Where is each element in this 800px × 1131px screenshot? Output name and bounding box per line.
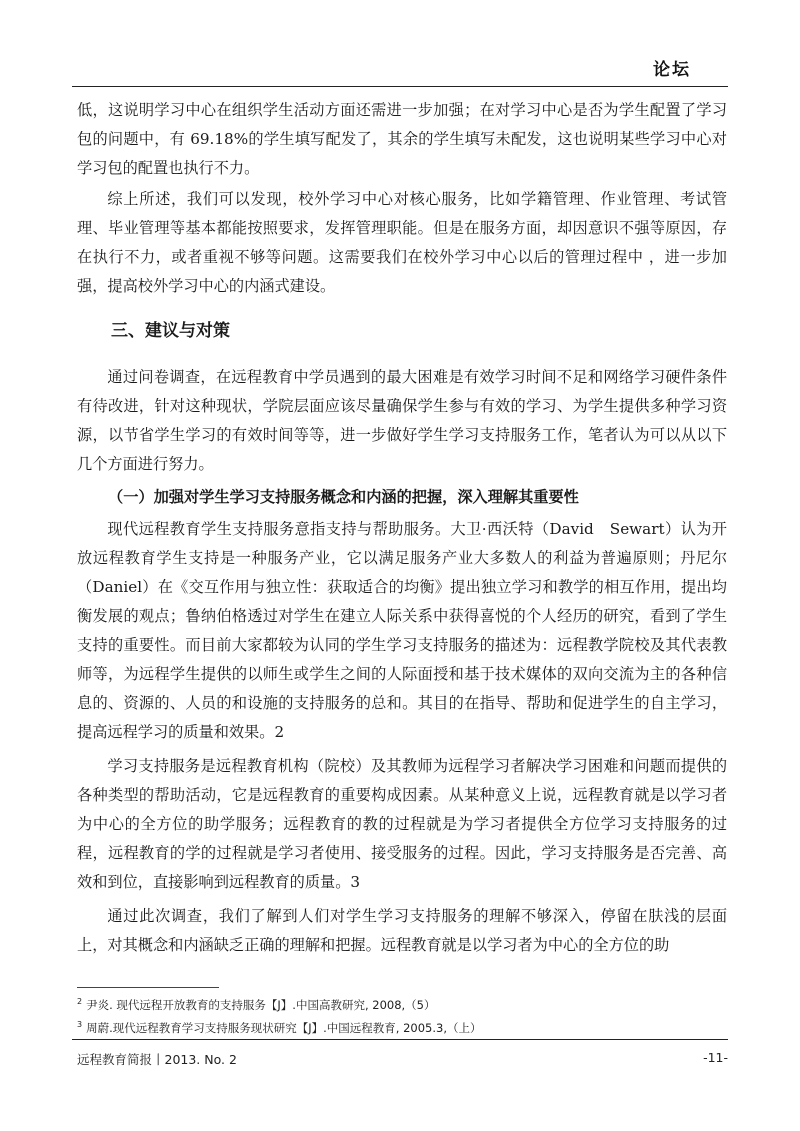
footnote-3 — [77, 1015, 727, 1038]
paragraph-4: 现代远程教育学生支持服务意指支持与帮助服务。大卫·西沃特（David Sewart）认为开放远程教育学生支持是一种服务产业，它以满足服务产业大多数人的利益为普遍原则；丹尼尔（Daniel）在《交互作用与独立性：获取适合的均衡》提出独立学习和教学的相互作用，提出均衡发展的观点；鲁纳伯格透过对学生在建立人际关系中获得喜悦的个人经历的研究，看到了学生支持的重要性。而目前大家都较为认同的学生学习支持服务的描述为：远程教学院校及其代表教师等，为远程学生提供的以师生或学生之间的人际面授和基于技术媒体的双向交流为主的各种信息的、资源的、人员的和设施的支持服务的总和。其目的在指导、帮助和促进学生的自主学习，提高远程学习的质量和效果。2 — [77, 520, 727, 741]
footnote-text: 周蔚.现代远程教育学习支持服务现状研究【J】.中国远程教育, 2005.3,（上） — [86, 1020, 482, 1035]
page-number: -11- — [703, 1050, 728, 1065]
article-body — [77, 96, 727, 960]
footnote-2 — [77, 992, 727, 1015]
paragraph-6: 通过此次调查，我们了解到人们对学生学习支持服务的理解不够深入，停留在肤浅的层面上，对其概念和内涵缺乏正确的理解和把握。远程教育就是以学习者为中心的全方位的助 — [77, 907, 727, 954]
journal-footer: 远程教育简报丨2013. No. 2 — [77, 1052, 237, 1067]
paragraph-1: 低，这说明学习中心在组织学生活动方面还需进一步加强；在对学习中心是否为学生配置了学习包的问题中，有 69.18%的学生填写配发了，其余的学生填写未配发，这也说明某些学习中心对学习包的配置也执行不力。 — [77, 101, 727, 177]
section-tag: 论坛 — [653, 60, 691, 80]
subsection-heading: （一）加强对学生学习支持服务概念和内涵的把握，深入理解其重要性 — [108, 488, 579, 506]
footnotes — [77, 992, 727, 1038]
section-heading: 三、建议与对策 — [111, 321, 230, 341]
header-rule — [72, 86, 728, 87]
footnote-rule — [77, 987, 219, 988]
paragraph-2: 综上所述，我们可以发现，校外学习中心对核心服务，比如学籍管理、作业管理、考试管理、毕业管理等基本都能按照要求，发挥管理职能。但是在服务方面，却因意识不强等原因，存在执行不力，或者重视不够等问题。这需要我们在校外学习中心以后的管理过程中 ，进一步加强，提高校外学习中心的内涵式建设。 — [77, 190, 727, 295]
footnote-number: 3 — [77, 1019, 83, 1029]
paragraph-3: 通过问卷调查，在远程教育中学员遇到的最大困难是有效学习时间不足和网络学习硬件条件有待改进，针对这种现状，学院层面应该尽量确保学生参与有效的学习、为学生提供多种学习资源，以节省学生学习的有效时间等等，进一步做好学生学习支持服务工作，笔者认为可以从以下几个方面进行努力。 — [77, 368, 727, 473]
paragraph-5: 学习支持服务是远程教育机构（院校）及其教师为远程学习者解决学习困难和问题而提供的各种类型的帮助活动，它是远程教育的重要构成因素。从某种意义上说，远程教育就是以学习者为中心的全方位的助学服务；远程教育的教的过程就是为学习者提供全方位学习支持服务的过程，远程教育的学的过程就是学习者使用、接受服务的过程。因此，学习支持服务是否完善、高效和到位，直接影响到远程教育的质量。3 — [77, 757, 727, 891]
footnote-number: 2 — [77, 997, 83, 1006]
footnote-text: 尹炎. 现代远程开放教育的支持服务【J】.中国高教研究, 2008,（5） — [86, 997, 436, 1012]
footer-rule — [72, 1039, 728, 1040]
